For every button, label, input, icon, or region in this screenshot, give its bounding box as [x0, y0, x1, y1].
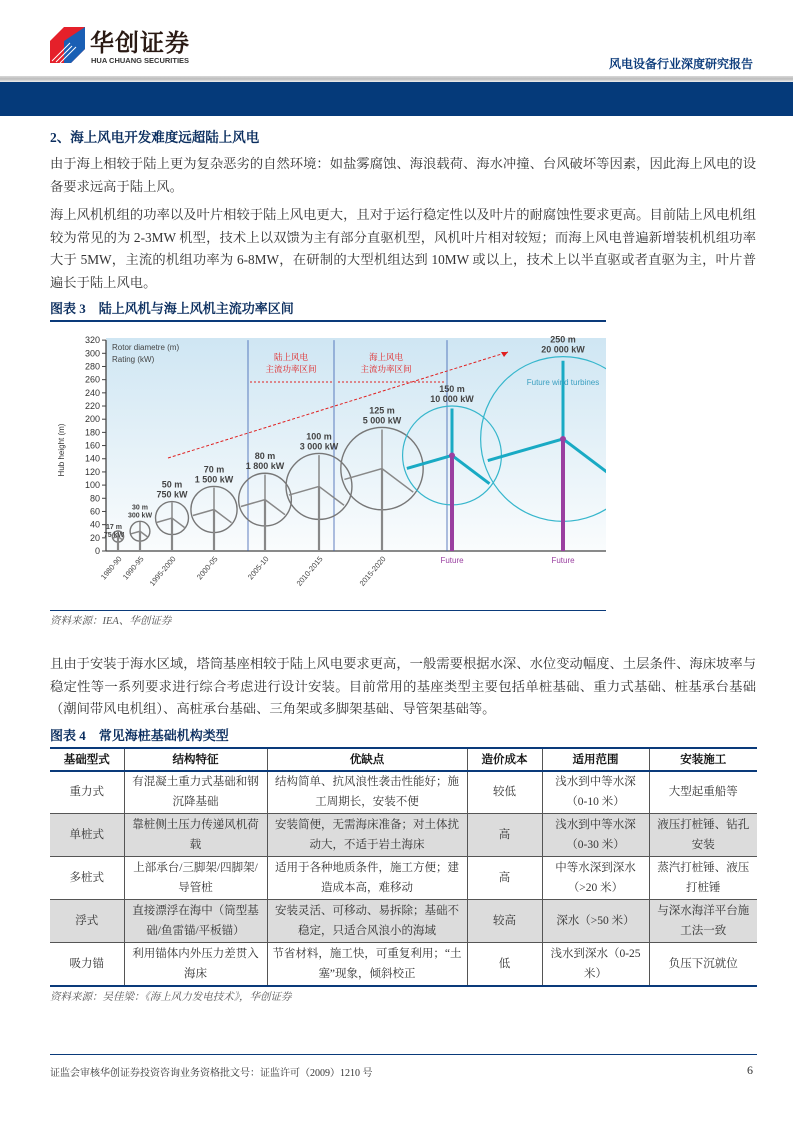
page-number: 6: [747, 1063, 753, 1077]
y-tick-label: 100: [84, 480, 100, 491]
table-cell: 深水（>50 米）: [542, 900, 649, 943]
caption-divider: [50, 320, 606, 322]
figure-caption: 图表 3 陆上风机与海上风机主流功率区间: [50, 301, 294, 316]
table-cell: 重力式: [50, 771, 124, 814]
table-cell: 有混凝土重力式基础和钢沉降基础: [124, 771, 267, 814]
table-cell: 上部承台/三脚架/四脚架/导管桩: [124, 857, 267, 900]
y-tick-label: 240: [84, 387, 100, 398]
table-cell: 较高: [467, 900, 542, 943]
plot-background: [103, 338, 606, 551]
table-cell: 直接漂浮在海中（筒型基础/鱼雷锚/平板锚）: [124, 900, 267, 943]
y-tick-label: 220: [84, 401, 100, 412]
table-cell: 浅水到深水（0-25 米）: [542, 943, 649, 986]
table-cell: 高: [467, 857, 542, 900]
x-tick-label: 1995-2000: [147, 554, 178, 588]
turbine-rating-label: 10 000 kW: [430, 394, 474, 405]
turbine-rating-label: 75 kW: [103, 531, 125, 539]
column-header: 优缺点: [267, 748, 467, 771]
table-row: [50, 814, 757, 857]
y-axis-label: Hub height (m): [57, 423, 66, 477]
turbine-diameter-label: 250 m: [550, 334, 576, 345]
y-tick-label: 20: [89, 532, 100, 543]
turbine-rating-label: 300 kW: [127, 512, 153, 520]
header-band: [0, 82, 793, 116]
table-cell: 多桩式: [50, 857, 124, 900]
table-cell: 利用锚体内外压力差贯入海床: [124, 943, 267, 986]
annotation-text: 陆上风电: [273, 353, 309, 363]
y-tick-label: 300: [84, 348, 100, 359]
y-tick-label: 320: [84, 335, 100, 346]
annotation-text: 主流功率区间: [360, 365, 412, 375]
x-tick-label: 1990-95: [120, 554, 146, 582]
column-header: 安装施工: [649, 748, 757, 771]
table-cell: 安装灵活、可移动、易拆除；基础不稳定，只适合风浪小的海域: [267, 900, 467, 943]
x-tick-label: Future: [551, 556, 575, 565]
legend-text: Rotor diametre (m): [112, 343, 180, 352]
annotation-text: 海上风电: [368, 353, 404, 363]
y-tick-label: 60: [89, 506, 100, 517]
x-tick-label: 1980-90: [98, 554, 124, 582]
footer-divider: [50, 1054, 757, 1055]
report-type: 风电设备行业深度研究报告: [608, 57, 753, 71]
column-header: 造价成本: [467, 748, 542, 771]
y-tick-label: 120: [84, 466, 100, 477]
wind-turbine-evolution-figure: [50, 330, 606, 608]
table-row: [50, 943, 757, 986]
figure-caption: 图表 4 常见海桩基础机构类型: [50, 727, 229, 743]
table-cell: 单桩式: [50, 814, 124, 857]
turbine-rating-label: 1 800 kW: [245, 461, 285, 472]
turbine-diameter-label: 100 m: [306, 431, 332, 442]
x-tick-label: 2015-2020: [357, 554, 388, 588]
table-cell: 大型起重船等: [649, 771, 757, 814]
table-cell: 靠桩侧土压力传递风机荷载: [124, 814, 267, 857]
hub: [560, 436, 566, 442]
table-cell: 中等水深到深水（>20 米）: [542, 857, 649, 900]
x-tick-label: 2010-2015: [294, 554, 325, 588]
table-cell: 浅水到中等水深（0-10 米）: [542, 771, 649, 814]
x-tick-label: 2000-05: [194, 554, 220, 582]
paragraph: 且由于安装于海水区域，塔筒基座相较于陆上风电要求更高，一般需要根据水深、水位变动幅度、土层条件、海床坡率与稳定性等一系列要求进行综合考虑进行设计安装。目前常用的基座类型主要包括单桩基础、重力式基础、桩基承台基础（潮间带风电机组）、高桩承台基础、三角架或多脚架基础、导管架基础等。: [50, 656, 756, 716]
table-source: 资料来源：吴佳梁：《海上风力发电技术》，华创证券: [50, 991, 292, 1003]
legend-text: Rating (kW): [112, 355, 155, 364]
y-tick-label: 180: [84, 427, 100, 438]
paragraph: 由于海上相较于陆上更为复杂恶劣的自然环境：如盐雾腐蚀、海浪载荷、海水冲撞、台风破坏等因素，因此海上风电的设备要求远高于陆上风。: [50, 156, 756, 194]
y-tick-label: 0: [94, 546, 100, 556]
table-cell: 浮式: [50, 900, 124, 943]
x-tick-label: 2005-10: [245, 554, 271, 582]
column-header: 结构特征: [124, 748, 267, 771]
y-tick-label: 140: [84, 453, 100, 464]
table-cell: 浅水到中等水深（0-30 米）: [542, 814, 649, 857]
table-row: [50, 857, 757, 900]
company-logo: 华创证券 HUA CHUANG SECURITIES: [50, 27, 220, 69]
source-divider: [50, 610, 606, 611]
table-cell: 液压打桩锤、钻孔安装: [649, 814, 757, 857]
future-note: Future wind turbines: [526, 378, 600, 387]
turbine-diameter-label: 50 m: [161, 479, 183, 490]
table-cell: 结构简单、抗风浪性袭击性能好；施工周期长，安装不便: [267, 771, 467, 814]
table-cell: 适用于各种地质条件，施工方便；建造成本高，难移动: [267, 857, 467, 900]
table-row: [50, 771, 757, 814]
column-header: 适用范围: [542, 748, 649, 771]
turbine-rating-label: 5 000 kW: [362, 415, 402, 426]
turbine-rating-label: 3 000 kW: [299, 441, 339, 452]
turbine-diameter-label: 17 m: [106, 523, 122, 531]
table-cell: 与深水海洋平台施工法一致: [649, 900, 757, 943]
footer-license: 证监会审核华创证券投资咨询业务资格批文号：证监许可（2009）1210 号: [50, 1068, 373, 1079]
y-tick-label: 280: [84, 361, 100, 372]
paragraph: 海上风机机组的功率以及叶片相较于陆上风电更大，且对于运行稳定性以及叶片的耐腐蚀性要求更高。目前陆上风电机组较为常见的为 2-3MW 机型，技术上以双馈为主有部分直驱机型，风机叶片相对较短；而海上风电普遍新增装机机组功率大于 5MW，主流的机组功率为 6-8MW，在研制的大型机组达到 10MW 或以上，技术上以半直驱或者直驱为主，叶片普遍长于陆上风电。: [50, 207, 756, 290]
turbine-diameter-label: 80 m: [254, 451, 276, 462]
table-cell: 吸力锚: [50, 943, 124, 986]
turbine-rating-label: 1 500 kW: [194, 474, 234, 485]
annotation-text: 主流功率区间: [265, 365, 317, 375]
y-tick-label: 40: [89, 519, 100, 530]
y-tick-label: 160: [84, 440, 100, 451]
turbine-diameter-label: 30 m: [132, 504, 148, 512]
y-tick-label: 80: [89, 493, 100, 504]
x-tick-label: Future: [440, 556, 464, 565]
table-cell: 负压下沉就位: [649, 943, 757, 986]
foundation-types-table: [50, 747, 757, 987]
table-cell: 低: [467, 943, 542, 986]
page-content: [50, 128, 757, 1005]
turbine-rating-label: 750 kW: [156, 489, 188, 500]
column-header: 基础型式: [50, 748, 124, 771]
logo-mark-icon: [50, 27, 85, 63]
y-tick-label: 200: [84, 414, 100, 425]
turbine-rating-label: 20 000 kW: [541, 344, 585, 355]
table-header-row: [50, 748, 757, 771]
y-tick-label: 260: [84, 374, 100, 385]
table-cell: 蒸汽打桩锤、液压打桩锤: [649, 857, 757, 900]
table-cell: 较低: [467, 771, 542, 814]
hub: [449, 452, 455, 458]
turbine-diameter-label: 125 m: [369, 405, 395, 416]
turbine-diameter-label: 150 m: [439, 384, 465, 395]
table-cell: 高: [467, 814, 542, 857]
table-cell: 安装简便，无需海床准备；对土体扰动大，不适于岩土海床: [267, 814, 467, 857]
turbine-diameter-label: 70 m: [203, 464, 225, 475]
table-row: [50, 900, 757, 943]
section-title: 2、海上风电开发难度远超陆上风电: [50, 130, 260, 145]
figure-source: 资料来源：IEA、华创证券: [50, 616, 172, 627]
table-cell: 节省材料，施工快，可重复利用；“土塞”现象，倾斜校正: [267, 943, 467, 986]
